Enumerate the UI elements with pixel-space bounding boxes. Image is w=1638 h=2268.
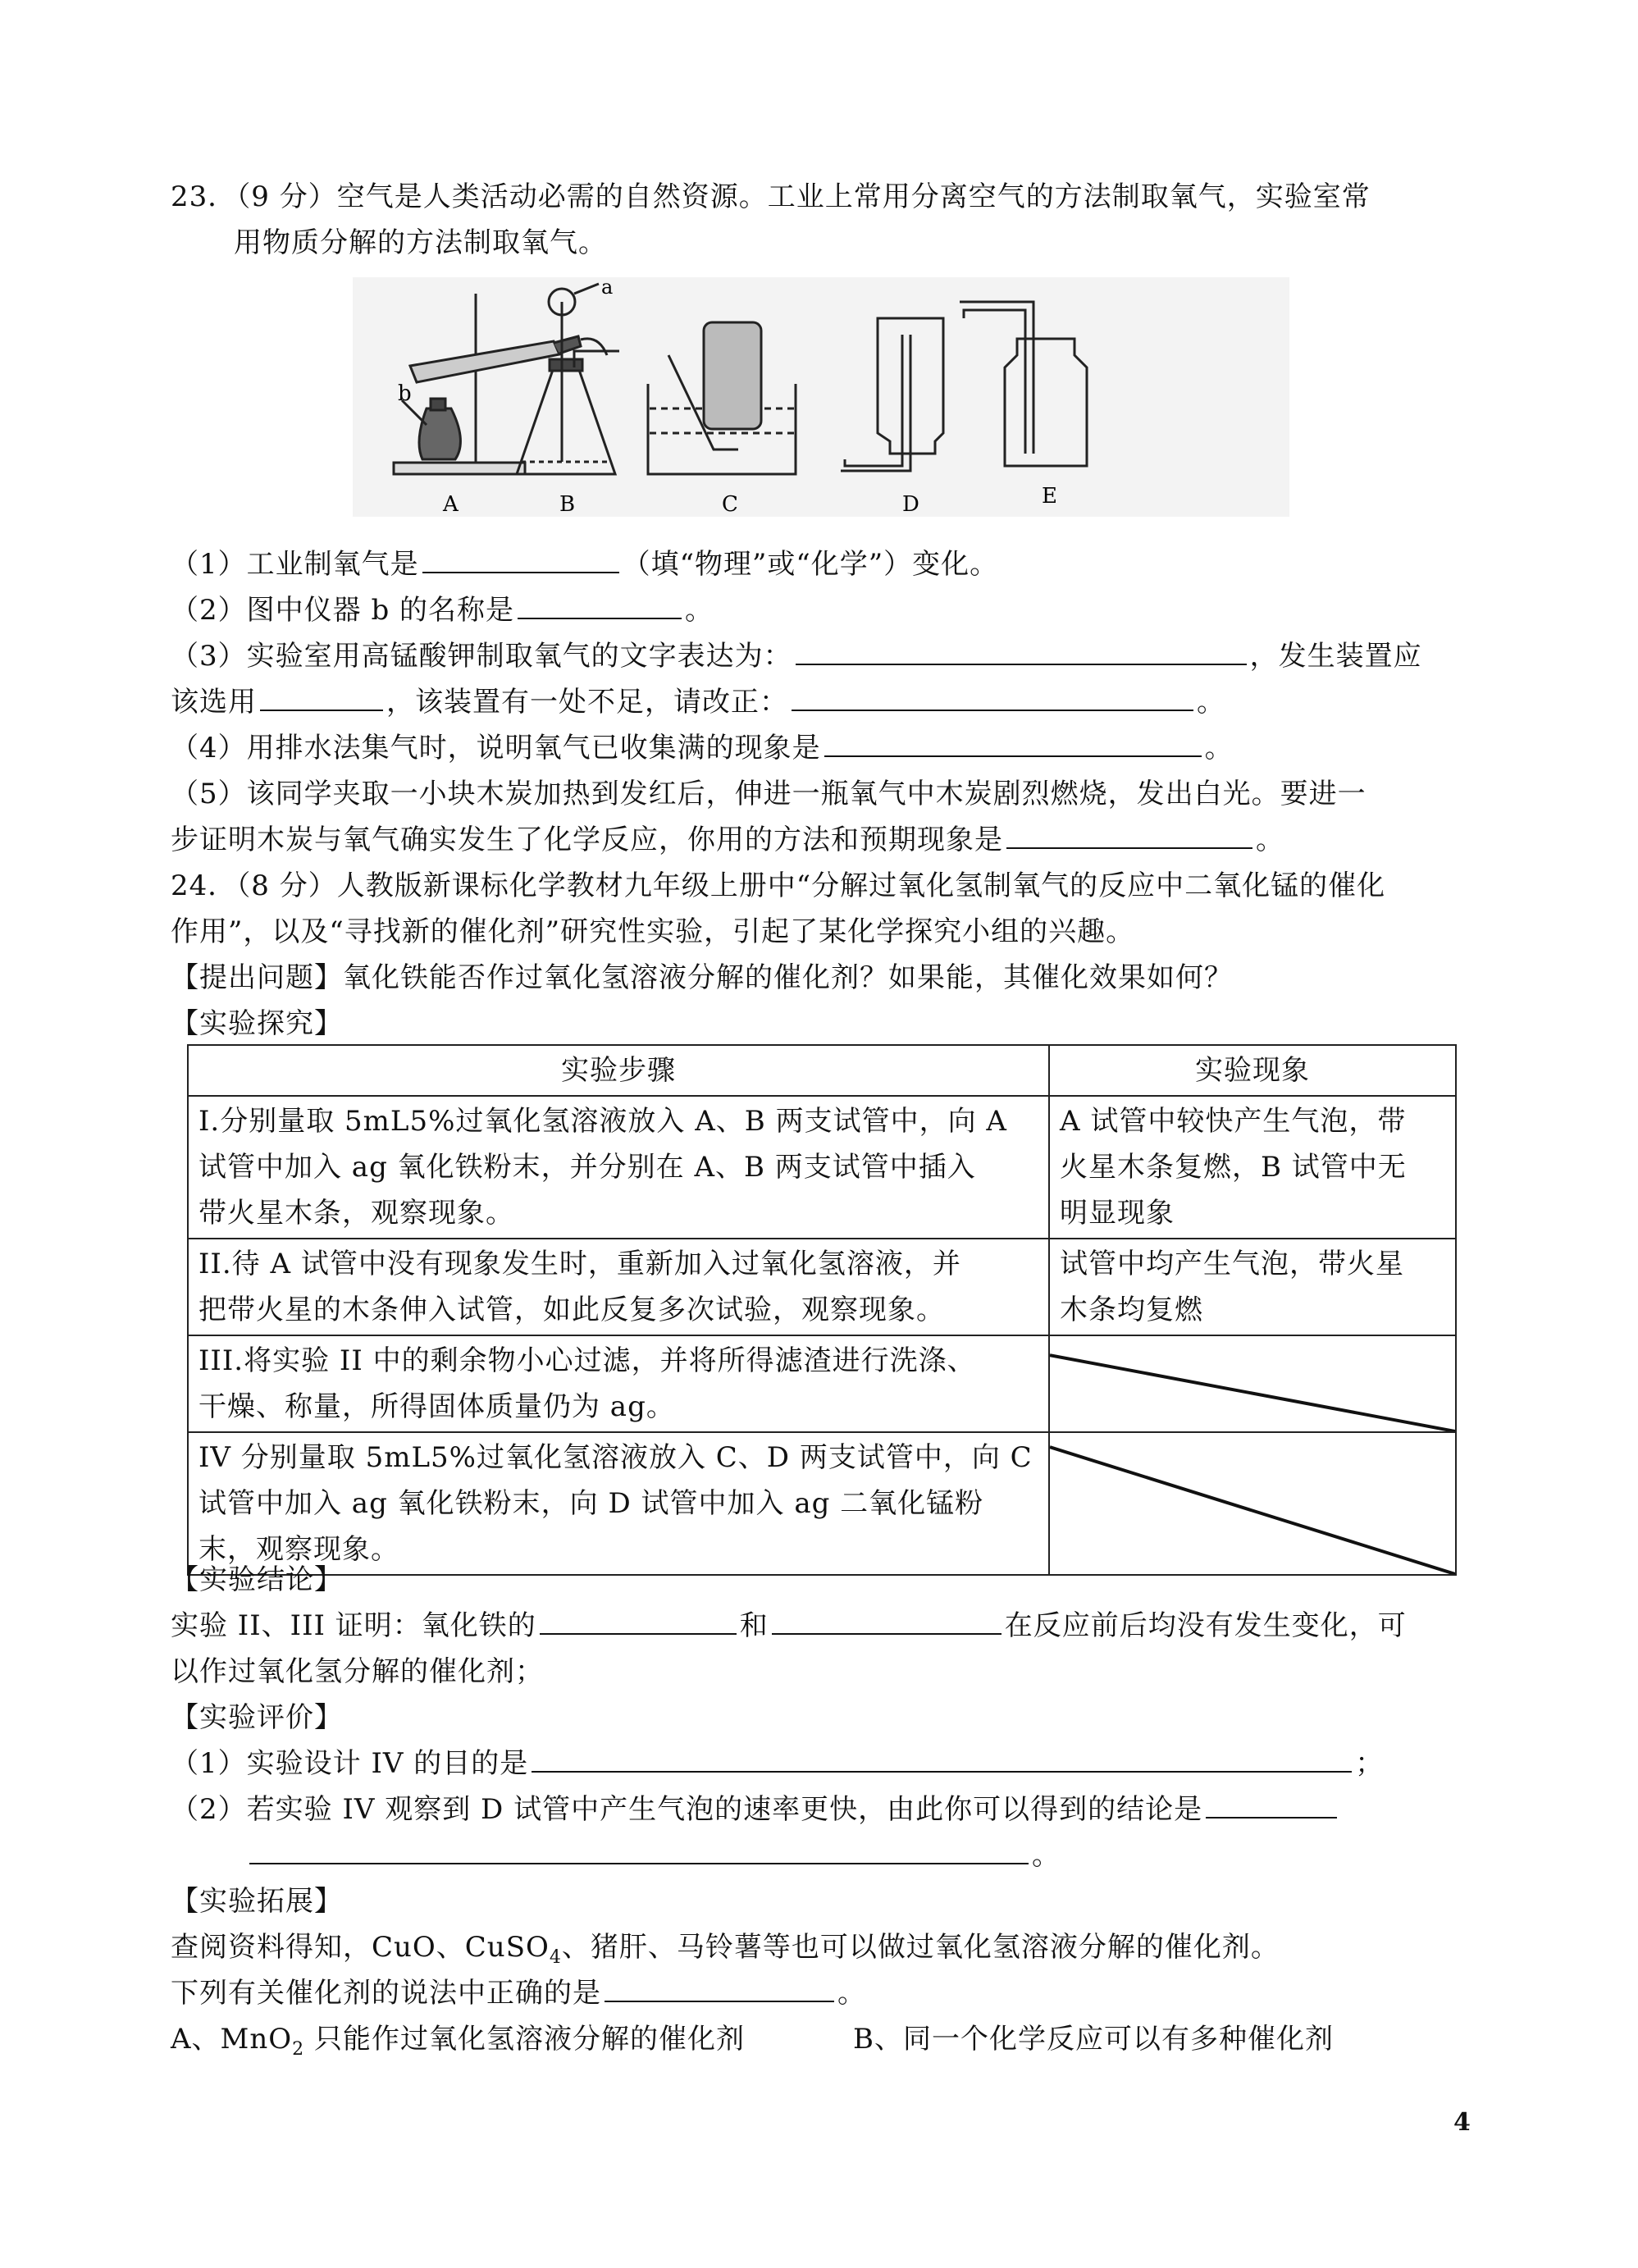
table-cell-step [188, 1239, 1049, 1335]
figure-label-D: D [902, 492, 919, 517]
q23-part2-text: （2）图中仪器 b 的名称是 [171, 594, 515, 627]
q24-eval-2-cont [246, 1832, 1061, 1878]
apparatus-B [517, 284, 619, 474]
q24-line2: 作用”，以及“寻找新的催化剂”研究性实验，引起了某化学探究小组的兴趣。 [171, 915, 1135, 948]
option-B: B、同一个化学反应可以有多种催化剂 [853, 2023, 1334, 2056]
option-A [171, 2016, 745, 2073]
q24-ext-line2 [171, 1970, 866, 2016]
conclusion-text: 实验 II、III 证明：氧化铁的 [171, 1609, 536, 1642]
ext-text3: 下列有关催化剂的说法中正确的是 [171, 1977, 601, 2010]
table-cell-observation [1049, 1096, 1456, 1239]
q23-part4 [171, 725, 1234, 771]
table-row [188, 1096, 1456, 1239]
answer-blank[interactable] [605, 1973, 834, 2002]
eval-text3: （2）若实验 IV 观察到 D 试管中产生气泡的速率更快，由此你可以得到的结论是 [171, 1793, 1203, 1826]
diagonal-slash [1050, 1336, 1455, 1431]
table-cell-observation [1049, 1239, 1456, 1335]
q24-eval-1 [171, 1741, 1384, 1787]
q24-question: 【提出问题】氧化铁能否作过氧化氢溶液分解的催化剂？如果能，其催化效果如何？ [171, 961, 1233, 994]
q23-part3-text4: ，该装置有一处不足，请改正： [386, 686, 788, 719]
option-A-text: A、MnO [171, 2023, 293, 2056]
q23-part3-text3: 该选用 [171, 686, 257, 719]
answer-blank[interactable] [1206, 1789, 1337, 1819]
q23-part3-text5: 。 [1197, 686, 1225, 719]
q23-line2: 用物质分解的方法制取氧气。 [234, 226, 607, 259]
label-a: a [601, 277, 614, 299]
answer-blank[interactable] [792, 682, 1193, 711]
table-row [188, 1432, 1456, 1575]
cell-line: 试管中均产生气泡，带火星 [1060, 1248, 1404, 1280]
cell-line: 木条均复燃 [1060, 1294, 1203, 1326]
table-cell-crossed-out [1049, 1335, 1456, 1432]
q23-part4-text2: 。 [1204, 732, 1234, 764]
q24-conclusion-title: 【实验结论】 [171, 1563, 343, 1596]
q23-part5-line2 [171, 817, 1284, 863]
figure-label-A: A [443, 492, 459, 517]
figure-label-B: B [559, 492, 576, 517]
option-A-text2: 只能作过氧化氢溶液分解的催化剂 [304, 2023, 745, 2056]
answer-blank[interactable] [249, 1835, 1029, 1864]
figure-label-E: E [1042, 484, 1057, 509]
cell-line: II.待 A 试管中没有现象发生时，重新加入过氧化氢溶液，并 [198, 1248, 961, 1280]
table-row [188, 1335, 1456, 1432]
answer-blank[interactable] [772, 1605, 1002, 1635]
eval-text2: ； [1355, 1747, 1385, 1780]
table-header-steps: 实验步骤 [188, 1045, 1049, 1096]
table-cell-step [188, 1096, 1049, 1239]
q23-line1: 23．（9 分）空气是人类活动必需的自然资源。工业上常用分离空气的方法制取氧气，实验室常 [171, 180, 1371, 213]
cell-line: 末，观察现象。 [198, 1533, 399, 1566]
diagonal-slash [1050, 1433, 1455, 1574]
conclusion-text2: 和 [739, 1609, 769, 1642]
cell-line: I.分别量取 5mL5%过氧化氢溶液放入 A、B 两支试管中，向 A [198, 1105, 1007, 1138]
apparatus-figure [353, 277, 1289, 517]
answer-blank[interactable] [1006, 819, 1252, 849]
ext-text: 查阅资料得知，CuO、CuSO [171, 1931, 550, 1964]
cell-line: 火星木条复燃，B 试管中无 [1060, 1151, 1407, 1184]
q24-conclusion-line1 [171, 1603, 1407, 1649]
cell-line: IV 分别量取 5mL5%过氧化氢溶液放入 C、D 两支试管中，向 C [198, 1441, 1033, 1474]
q23-part1 [171, 541, 998, 587]
conclusion-text3: 在反应前后均没有发生变化，可 [1004, 1609, 1407, 1642]
apparatus-D [841, 318, 943, 471]
q23-part2-text2: 。 [685, 594, 714, 627]
q23-part3-text2: ，发生装置应 [1249, 640, 1422, 673]
answer-blank[interactable] [518, 590, 682, 619]
q23-part1-text: （1）工业制氧气是 [171, 548, 419, 581]
q23-part3-line1 [171, 633, 1422, 679]
cell-line: 明显现象 [1060, 1197, 1175, 1230]
apparatus-C [648, 322, 796, 474]
apparatus-E [960, 302, 1087, 466]
page-number: 4 [1453, 2108, 1471, 2137]
answer-blank[interactable] [796, 636, 1247, 665]
apparatus-A [394, 294, 607, 474]
cell-line: 试管中加入 ag 氧化铁粉末，向 D 试管中加入 ag 二氧化锰粉 [198, 1487, 984, 1520]
answer-blank[interactable] [824, 728, 1202, 757]
q24-explore-title: 【实验探究】 [171, 1007, 343, 1040]
cell-line: 干燥、称量，所得固体质量仍为 ag。 [198, 1390, 675, 1423]
table-cell-step [188, 1432, 1049, 1575]
cell-line: 把带火星的木条伸入试管，如此反复多次试验，观察现象。 [198, 1294, 945, 1326]
answer-blank[interactable] [540, 1605, 737, 1635]
q23-part2 [171, 587, 714, 633]
q23-part3-text: （3）实验室用高锰酸钾制取氧气的文字表达为： [171, 640, 792, 673]
q24-line1: 24．（8 分）人教版新课标化学教材九年级上册中“分解过氧化氢制氧气的反应中二氧化锰的催化 [171, 869, 1386, 902]
q24-eval-title: 【实验评价】 [171, 1701, 343, 1734]
table-header-observations: 实验现象 [1049, 1045, 1456, 1096]
table-row [188, 1239, 1456, 1335]
eval-text: （1）实验设计 IV 的目的是 [171, 1747, 529, 1780]
q24-ext-title: 【实验拓展】 [171, 1885, 343, 1918]
ext-text4: 。 [837, 1977, 866, 2010]
cell-line: A 试管中较快产生气泡，带 [1060, 1105, 1407, 1138]
subscript: 2 [292, 2038, 305, 2060]
subscript: 4 [549, 1946, 562, 1968]
q23-part5-text2: 。 [1256, 824, 1284, 856]
cell-line: 试管中加入 ag 氧化铁粉末，并分别在 A、B 两支试管中插入 [198, 1151, 976, 1184]
answer-blank[interactable] [260, 682, 383, 711]
eval-text4: 。 [1032, 1839, 1061, 1872]
q23-part4-text: （4）用排水法集气时，说明氧气已收集满的现象是 [171, 732, 821, 764]
q23-part5-line1: （5）该同学夹取一小块木炭加热到发红后，伸进一瓶氧气中木炭剧烈燃烧，发出白光。要进一 [171, 778, 1367, 810]
table-cell-step [188, 1335, 1049, 1432]
table-header-row [188, 1045, 1456, 1096]
label-b: b [398, 381, 412, 406]
q24-conclusion-line2: 以作过氧化氢分解的催化剂； [171, 1655, 544, 1688]
q23-part3-line2 [171, 679, 1225, 725]
cell-line: 带火星木条，观察现象。 [198, 1197, 514, 1230]
ext-text2: 、猪肝、马铃薯等也可以做过氧化氢溶液分解的催化剂。 [561, 1931, 1280, 1964]
table-cell-crossed-out [1049, 1432, 1456, 1575]
cell-line: III.将实验 II 中的剩余物小心过滤，并将所得滤渣进行洗涤、 [198, 1344, 976, 1377]
q23-part1-text2: （填“物理”或“化学”）变化。 [622, 548, 999, 581]
apparatus-diagram [353, 277, 1289, 517]
answer-blank[interactable] [532, 1743, 1352, 1773]
q23-part5-text: 步证明木炭与氧气确实发生了化学反应，你用的方法和预期现象是 [171, 824, 1003, 856]
answer-blank[interactable] [422, 544, 619, 573]
experiment-table [187, 1044, 1457, 1576]
figure-label-C: C [722, 492, 738, 517]
q24-eval-2 [171, 1787, 1340, 1832]
